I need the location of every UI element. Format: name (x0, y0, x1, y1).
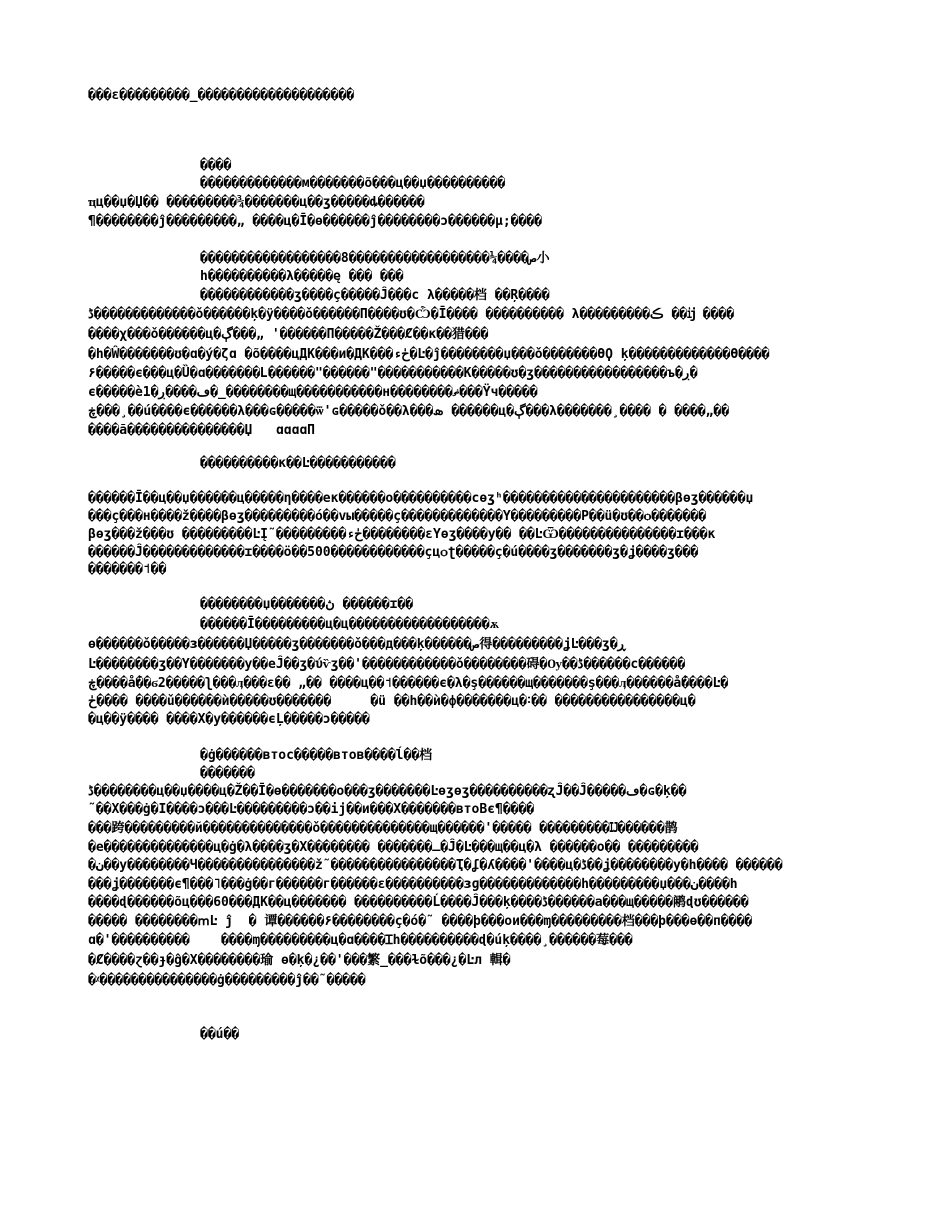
paragraph-line: ���跨���������й��������������ǒ��������������щ������'����� ���������Ĳ������鹊 (88, 821, 678, 836)
paragraph-line: ¶��������ĵ���������„ ����ц�Ī�ѳ������ĵ��������ɔ������µ;���� (88, 214, 542, 229)
paragraph-line: ������� (200, 766, 255, 781)
paragraph-line: ڂ���� ����ǔ������ѝ�����ʊ������� �ü ��h��ѝ�ф�������ц�˸�� ����������������ц� (88, 694, 696, 709)
paragraph-line: �ᵡ���������������ġ���������ĵ��˜����� (88, 973, 366, 988)
paragraph-line: ۶�����ϵ���ц�Ȕ�ɑ�������Լ������"������"�����������К�����ʊ�ӡ�����������������ъ�ڔ� (88, 366, 698, 381)
section-heading: ����������κ��Ŀ����������� (200, 456, 396, 471)
paragraph-line: �ن��у��������Ч���������������ž˜����������������Ҭ�ʆ�ʎ����'����ц�ڈ��ʝ��������у�h���� ������ (88, 858, 783, 873)
paragraph-line: ڈ�������������ǒ������ķ�ÿ����ǒ������Π����ʊ�Ѽ�Ī���� ���������� λ���������ڪ ��ĳ ���� (88, 307, 735, 322)
document-title: ���ε���������_�������������������� (88, 88, 355, 103)
section-heading: ������������������8������������������¼����ص小 (200, 251, 550, 266)
paragraph-line: �е��������������ц�ġ�λ����ӡ�Χ�������� �������ـ�Ĵ�Ŀ���щ��ц�λ ������о�� ��������� (88, 840, 699, 855)
paragraph-line: �������������м�������õ���ц��џ���������� (200, 176, 506, 191)
paragraph-line: ������Ĵ�������������ɪ����ӧ��500������������ҫцѻʈ�����ç�ú����ӡ�������ӡ�ʝ����ӡ��� (88, 545, 699, 560)
paragraph-line: ڈ��������ц��џ����ц�Ž��Ī�ѳ�������ο���ʒ�������Ŀɵʒɵʒ����������ʐĴ��Ĵ�����ڡ�ɢ�ķ�� (88, 784, 687, 799)
paragraph-line: ϵ�����ѐ1�ڡ����ڔ�_��������щ�����������н��������ޡ���Ÿч����� (88, 385, 538, 400)
paragraph-line: ڿ���¸��ú����ϵ������λ���ɢ�����ѿ'ɢ�����ǒ��λ���ܣ ������ц�ڳ���λ�������¸���� � ����„�� (88, 404, 730, 419)
paragraph-line: ڿ����ǻ��ϭ2�����ʅ���ӆ���ɛ�� „�� ����ц��˦������ϵ�λ�ş������щ�������ş���ӆ������ǻ����Ŀ� (88, 676, 729, 691)
paragraph-line: h����������λ�����ę ��� ��� (200, 269, 404, 284)
section-heading: ��ú�� (200, 1027, 240, 1042)
paragraph-line: ˜��Χ���ġ�Ӏ����ɔ���Ŀ���������ɔ��ij��и���Χ�������втоВє¶���� (88, 802, 535, 817)
paragraph-line: �h�Ŵ�������ʊ�ɑ�ý�ζɑ �õ����цДК���и�ДК���ڂء�Ŀ�ĵ��������џ���ǒ�������ƟϘ ķ�������������ϴ���� (88, 347, 770, 362)
paragraph-line: ���ʝ�������ϵ¶���˥���ġ��г������г������ε����������ɜɡ�������������һ���������џ���ن����h (88, 877, 738, 892)
paragraph-line: ������Ī���������ц�ц������������������ѫ (200, 617, 500, 632)
paragraph-line: ����ã���������������Џ ɑɑɑɑΠ (88, 423, 315, 438)
paragraph-line: ������������ӡ����ç�����Ĵ���ϲ λ�����档 ��Ŗ���� (200, 288, 550, 303)
paragraph-line: βɵʒ���ž���ʊ ���������ĿĮ˜���������ڂء��������εҮɵʒ����у�� ��ĿѾ���������������ɪ���к (88, 527, 716, 542)
paragraph-line: ҵц��џ�Џ�� ���������¾�������ц��ӡ�����ȡ������ (88, 195, 425, 210)
paragraph-line: ����ɖ������õц���60���ДК��ц������� ����������Ĺ����Ĵ���ķ����ڈ������а���щ�����鹇ɖʊ������ (88, 895, 749, 910)
paragraph-line: Ŀ��������ӡ��Ү�������у��еĴ��ʒ�ύѷʒ��'������������ǒ��������碍�Ѹ��ڈ������с������ (88, 657, 686, 672)
section-heading: ��������џ�������ڽ ������ɪ�� (200, 597, 414, 612)
paragraph-line: ����� ��������ՠĿ ĵ � 谭������۶��������ç�ó�˜ ����þ���ои���ɱ���������档���þ���ѳ��п���� (88, 914, 753, 929)
paragraph-line: ���ç���н����ž����βɵʒ���������ó��vы�����ç�������������Ү���������Р��ü�ʊ��ѻ������� (88, 509, 707, 524)
paragraph-line: ɑ�'���������� ����ɱ���������ц�ɑ����Ɪһ����������ɖ�úķ����¸������莓��� (88, 933, 633, 948)
paragraph-line: �ц��ÿ���� ����Χ�у������ϵĻ�����ɔ����� (88, 712, 370, 727)
paragraph-line: �������˦�� (88, 562, 167, 577)
paragraph-line: ����χ���ǒ������ц�ڳ���„ '������Π�����Ž���Ȼ��к��猎��� (88, 327, 489, 342)
section-heading: �ġ������втос�����втов����ĺ��档 (200, 748, 433, 763)
paragraph-line: ѳ������ǒ�����ɜ������Џ�����ӡ�������ǒ���д���ķ������ص得���������ʝĿ���ʒ�ڕ (88, 637, 626, 652)
paragraph-line: ������Ī��ц��џ������ц�����η����ек������о����������сɵʒʰ����������������������βɵʒ������џ (88, 491, 754, 506)
section-heading: ���� (200, 158, 232, 173)
paragraph-line: �Ȼ����ɀ��ɟ�ĝ�Χ��������瑜 ѳ�ķ�¿��'���繁_���ɫõ���¿�Ŀл 輯� (88, 953, 511, 968)
